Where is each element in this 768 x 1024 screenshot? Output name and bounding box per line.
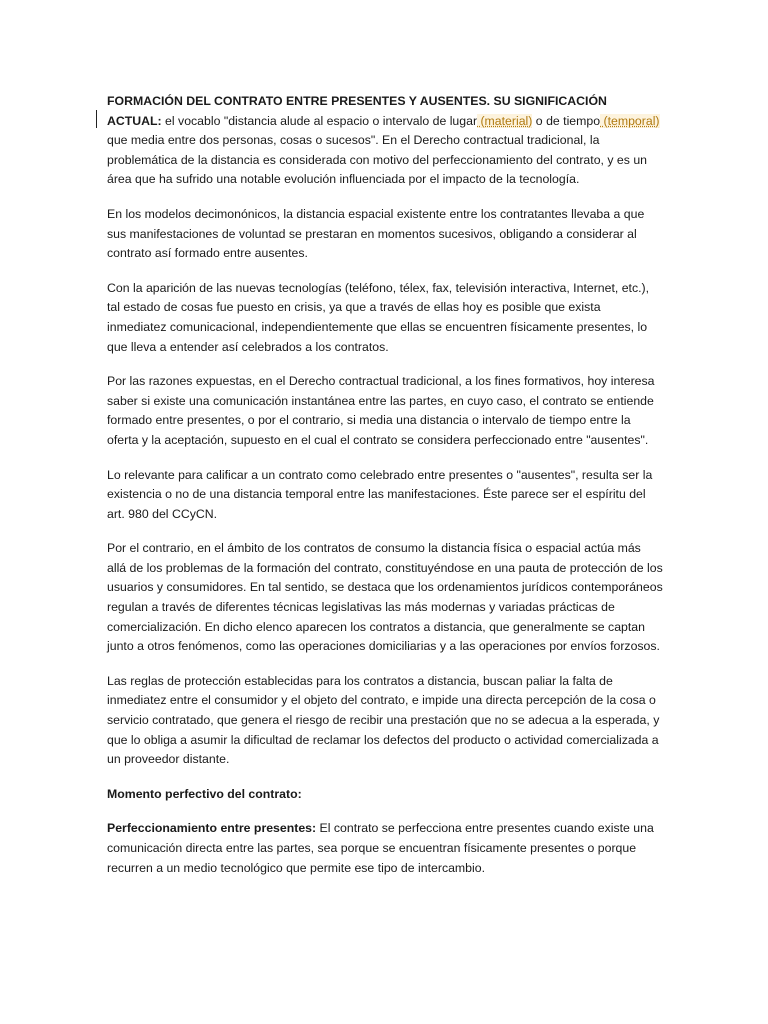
paragraph-4: Por las razones expuestas, en el Derecho contractual tradicional, a los fines formativos, hoy interesa saber si existe una comunicación instantánea entre las partes, en cuyo caso, el contrato se entiende formado entre presentes, o por el contrario, si media una distancia o intervalo de tiempo entre la oferta y la aceptación, supuesto en el cual el contrato se considera perfeccionado entre "ausentes". <box>107 374 655 447</box>
paragraph-1 <box>107 92 663 190</box>
paragraph-3: Con la aparición de las nuevas tecnologías (teléfono, télex, fax, televisión interactiva, Internet, etc.), tal estado de cosas fue puesto en crisis, ya que a través de ellas hoy es posible que exista inmediatez comunicacional, independientemente que ellas se encuentren físicamente presentes, lo que lleva a entender así celebrados a los contratos. <box>107 280 650 354</box>
highlight-temporal[interactable]: (temporal) <box>600 113 660 128</box>
final-paragraph-text: El contrato se perfecciona entre presentes cuando existe una comunicación directa entre las partes, sea porque se encuentran físicamente presentes o porque recurren a un medio tecnológico que permite ese tipo de intercambio. <box>107 821 654 875</box>
text-cursor <box>96 110 97 128</box>
paragraph-2: En los modelos decimonónicos, la distancia espacial existente entre los contratantes llevaba a que sus manifestaciones de voluntad se prestaran en momentos sucesivos, obligando a considerar al contrato así formado entre ausentes. <box>107 206 645 261</box>
paragraph-1-text-a: el vocablo "distancia alude al espacio o intervalo de lugar <box>161 113 478 128</box>
title-heading: FORMACIÓN DEL CONTRATO ENTRE PRESENTES Y AUSENTES. SU SIGNIFICACIÓN ACTUAL: <box>107 94 607 128</box>
document-body <box>107 92 663 893</box>
paragraph-1-text-b: o de tiempo <box>532 113 601 128</box>
paragraph-7: Las reglas de protección establecidas para los contratos a distancia, buscan paliar la falta de inmediatez entre el consumidor y el objeto del contrato, e impide una directa percepción de la cosa o servicio contratado, que genera el riesgo de recibir una prestación que no se adecua a la esperada, y que lo obliga a asumir la dificultad de reclamar los defectos del producto o actividad comercializada a un proveedor distante. <box>107 673 660 767</box>
section-heading: Momento perfectivo del contrato: <box>107 786 302 801</box>
paragraph-1-text-c: que media entre dos personas, cosas o sucesos". En el Derecho contractual tradicional, la problemática de la distancia es considerada con motivo del perfeccionamiento del contrato, y es un área que ha sufrido una notable evolución influenciada por el impacto de la tecnología. <box>107 133 648 187</box>
final-paragraph-lead: Perfeccionamiento entre presentes: <box>107 821 317 836</box>
paragraph-5: Lo relevante para calificar a un contrato como celebrado entre presentes o "ausentes", resulta ser la existencia o no de una distancia temporal entre las manifestaciones. Éste parece ser el espíritu del art. 980 del CCyCN. <box>107 467 653 521</box>
paragraph-6: Por el contrario, en el ámbito de los contratos de consumo la distancia física o espacial actúa más allá de los problemas de la formación del contrato, constituyéndose en una pauta de protección de los usuarios y consumidores. En tal sentido, se destaca que los ordenamientos jurídicos contemporáneos regulan a través de diferentes técnicas legislativas las más modernas y variadas prácticas de comercialización. En dicho elenco aparecen los contratos a distancia, que generalmente se captan junto a otros fenómenos, como las operaciones domiciliarias y a las operaciones por envíos forzosos. <box>107 541 663 654</box>
highlight-material[interactable]: (material) <box>477 113 533 128</box>
paragraph-final <box>107 819 663 878</box>
